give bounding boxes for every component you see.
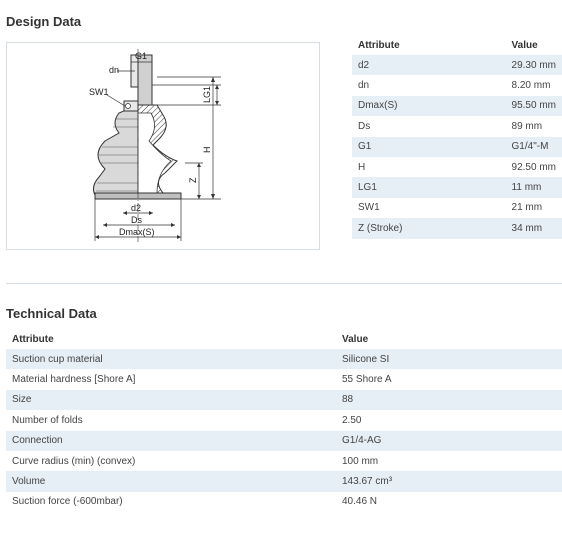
column-header-value: Value — [511, 39, 538, 51]
attribute-cell: Number of folds — [6, 410, 336, 430]
table-row — [352, 96, 562, 116]
value-cell: 34 mm — [506, 218, 562, 238]
attribute-cell: SW1 — [352, 198, 506, 218]
value-cell: 92.50 mm — [506, 157, 562, 177]
design-data-title: Design Data — [6, 14, 82, 29]
table-header-row — [352, 35, 562, 55]
attribute-cell: Suction cup material — [6, 349, 336, 369]
value-cell: 95.50 mm — [506, 96, 562, 116]
value-cell: 29.30 mm — [506, 55, 562, 75]
technical-data-table — [6, 329, 562, 512]
attribute-cell: Ds — [352, 116, 506, 136]
value-cell: 11 mm — [506, 177, 562, 197]
value-cell: Silicone SI — [336, 349, 562, 369]
value-cell: G1/4-AG — [336, 431, 562, 451]
drawing-label-h: H — [202, 146, 212, 153]
attribute-cell: Curve radius (min) (convex) — [6, 451, 336, 471]
attribute-cell: d2 — [352, 55, 506, 75]
table-row — [6, 349, 562, 369]
attribute-cell: H — [352, 157, 506, 177]
attribute-cell: Connection — [6, 431, 336, 451]
value-cell: G1/4"-M — [506, 137, 562, 157]
value-cell: 100 mm — [336, 451, 562, 471]
value-cell: 2.50 — [336, 410, 562, 430]
value-cell: 40.46 N — [336, 492, 562, 512]
technical-data-title: Technical Data — [6, 306, 97, 321]
drawing-label-dmax: Dmax(S) — [119, 227, 155, 237]
bellows-suction-cup-drawing — [7, 43, 321, 251]
attribute-cell: Suction force (-600mbar) — [6, 492, 336, 512]
attribute-cell: Z (Stroke) — [352, 218, 506, 238]
table-row — [352, 177, 562, 197]
table-row — [352, 218, 562, 238]
value-cell: 21 mm — [506, 198, 562, 218]
drawing-label-lg1: LG1 — [202, 85, 212, 103]
drawing-label-d2: d2 — [131, 203, 142, 213]
table-row — [352, 55, 562, 75]
table-row — [6, 492, 562, 512]
table-row — [352, 116, 562, 136]
drawing-label-ds: Ds — [131, 215, 142, 225]
drawing-label-g1: G1 — [135, 51, 148, 61]
value-cell: 143.67 cm³ — [336, 471, 562, 491]
table-row — [6, 471, 562, 491]
attribute-cell: G1 — [352, 137, 506, 157]
attribute-cell: Size — [6, 390, 336, 410]
table-row — [6, 431, 562, 451]
design-data-table — [352, 35, 562, 239]
attribute-cell: Dmax(S) — [352, 96, 506, 116]
column-header-attribute: Attribute — [12, 333, 54, 345]
column-header-attribute: Attribute — [358, 39, 400, 51]
table-row — [352, 198, 562, 218]
attribute-cell: Material hardness [Shore A] — [6, 369, 336, 389]
technical-drawing — [6, 42, 320, 250]
value-cell: 89 mm — [506, 116, 562, 136]
value-cell: 8.20 mm — [506, 75, 562, 95]
table-row — [6, 451, 562, 471]
attribute-cell: Volume — [6, 471, 336, 491]
attribute-cell: dn — [352, 75, 506, 95]
drawing-label-z: Z — [188, 177, 198, 183]
table-row — [352, 137, 562, 157]
attribute-cell: LG1 — [352, 177, 506, 197]
value-cell: 88 — [336, 390, 562, 410]
value-cell: 55 Shore A — [336, 369, 562, 389]
table-row — [352, 157, 562, 177]
table-header-row — [6, 329, 562, 349]
table-row — [6, 410, 562, 430]
section-divider — [6, 283, 562, 284]
drawing-label-sw1: SW1 — [89, 87, 109, 97]
table-row — [6, 390, 562, 410]
column-header-value: Value — [342, 333, 369, 345]
table-row — [352, 75, 562, 95]
table-row — [6, 369, 562, 389]
drawing-label-dn: dn — [109, 65, 120, 75]
